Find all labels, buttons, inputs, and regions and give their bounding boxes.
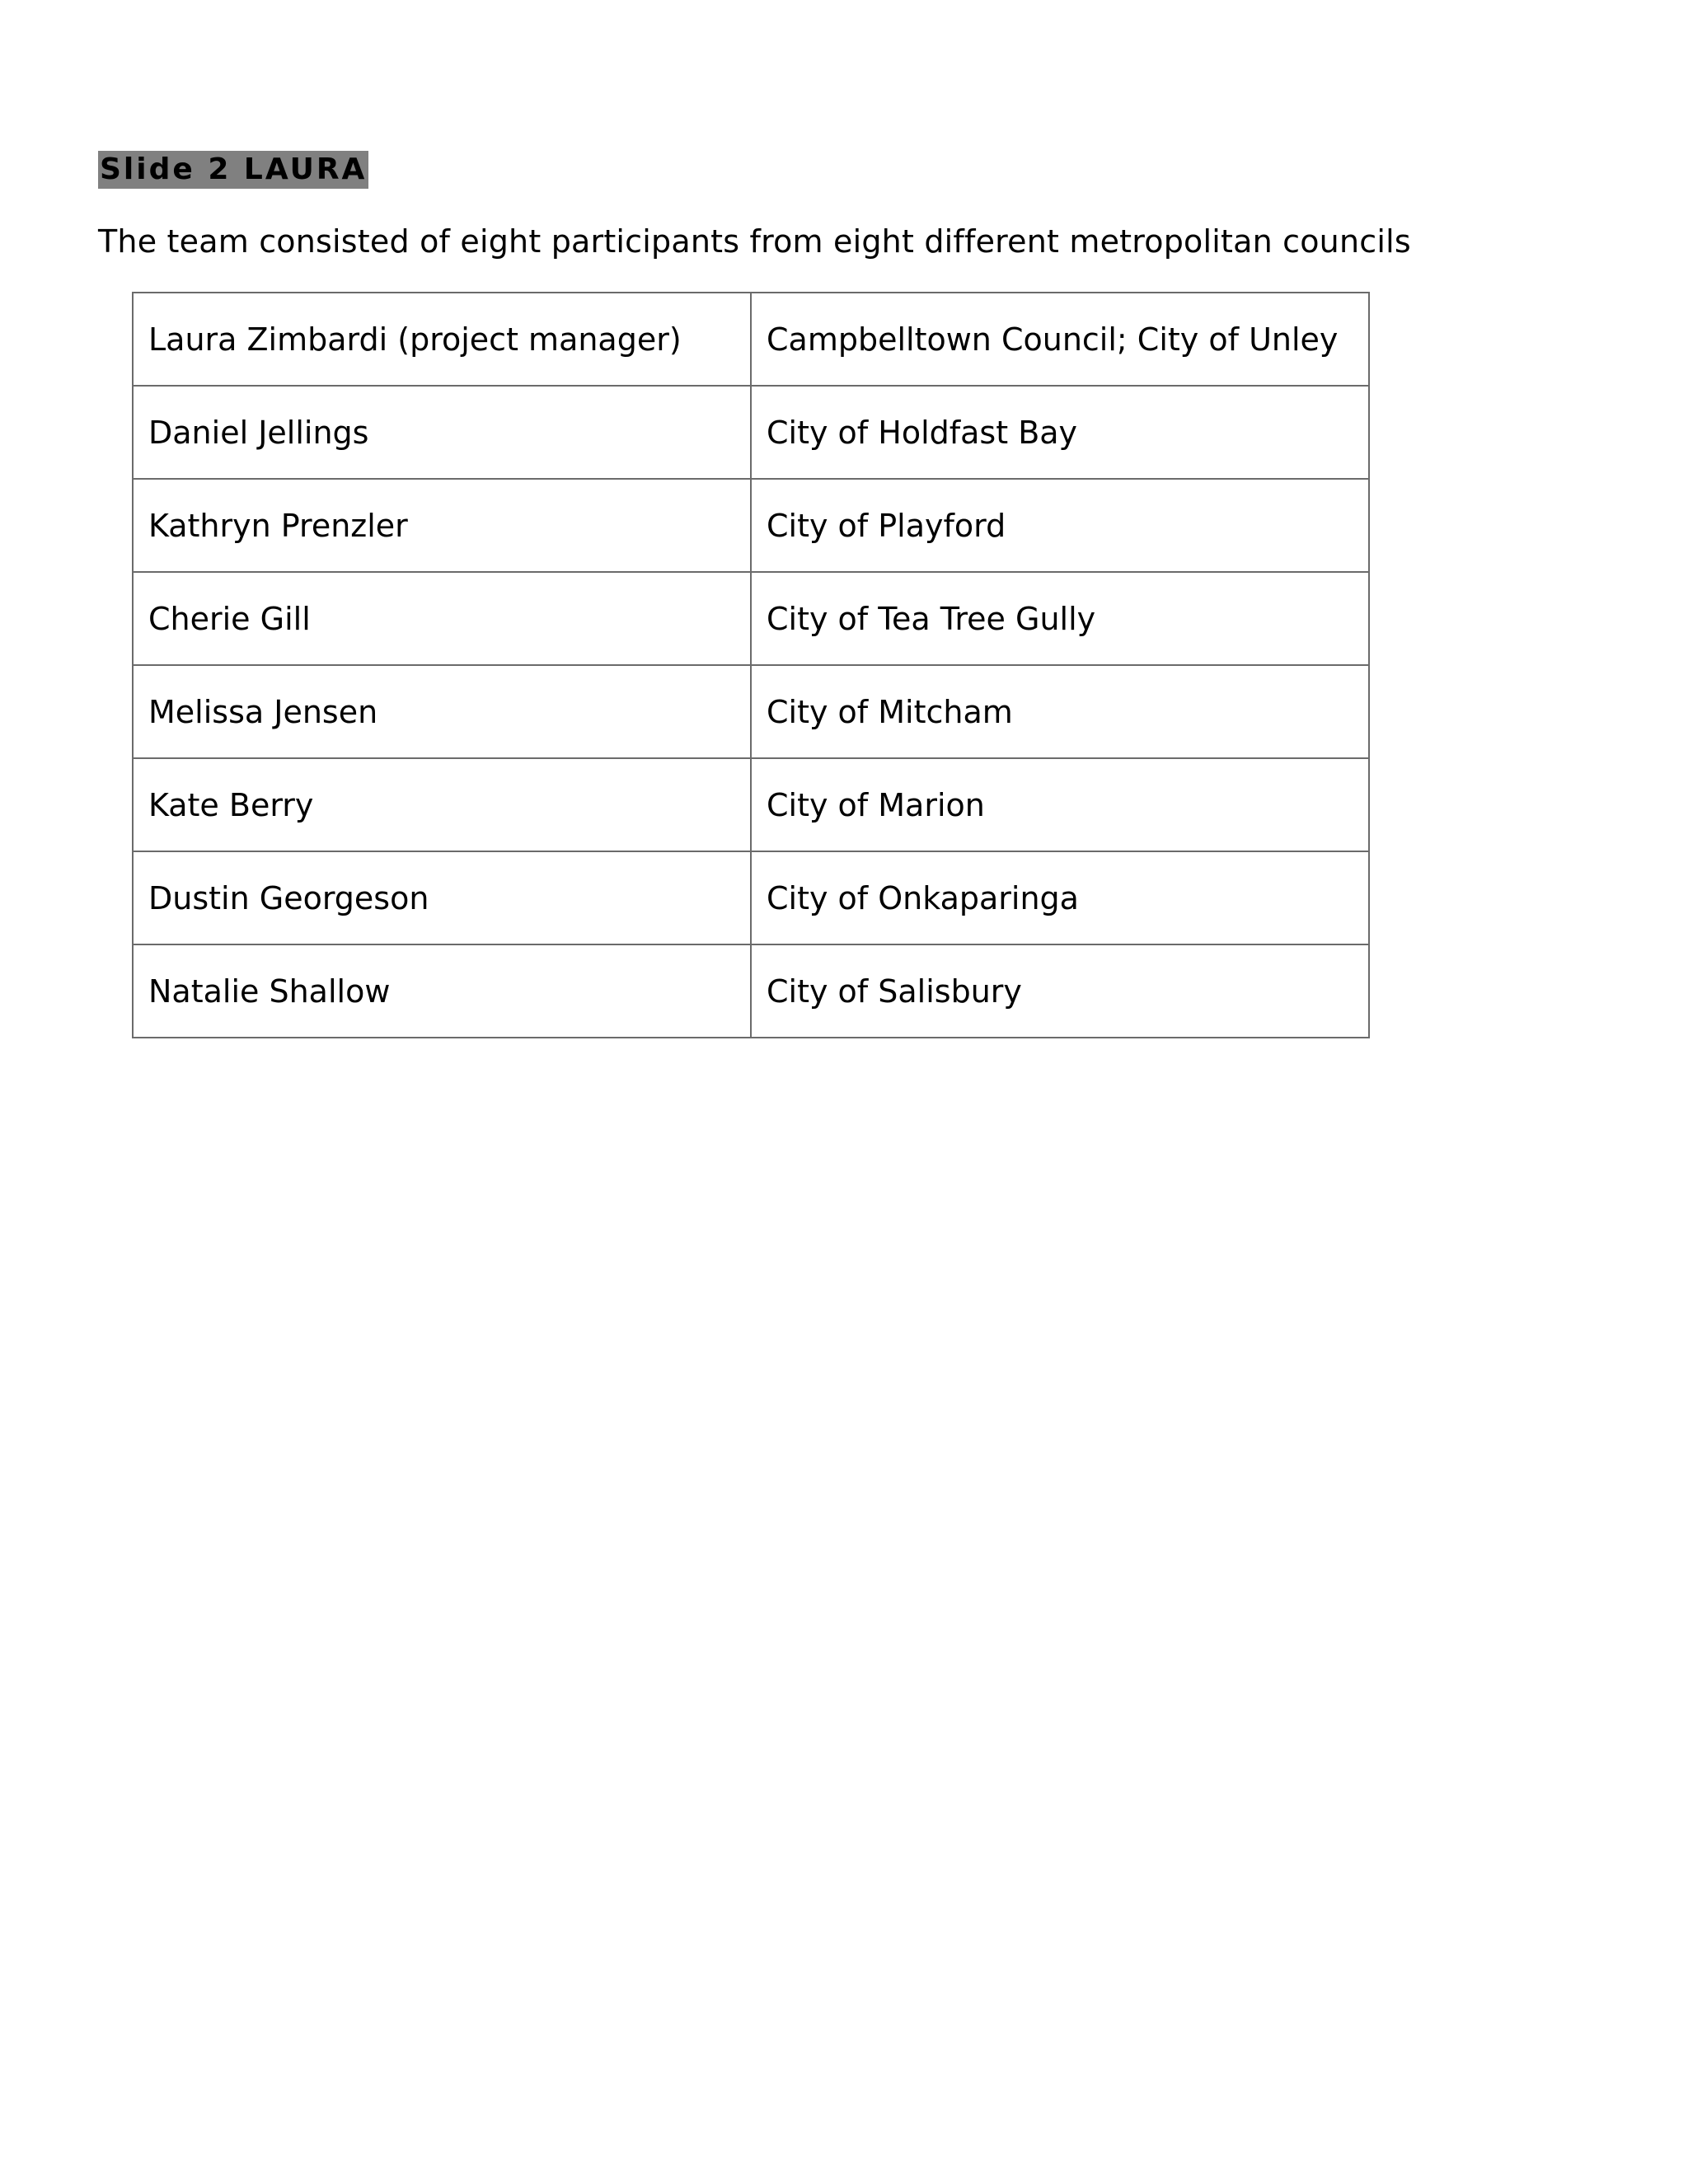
- table-row: [133, 665, 1369, 758]
- participant-council: City of Playford: [751, 479, 1369, 572]
- table-row: [133, 479, 1369, 572]
- intro-paragraph: The team consisted of eight participants from eight different metropolitan councils: [98, 223, 1411, 260]
- slide-heading: Slide 2 LAURA: [98, 151, 368, 189]
- participant-council: City of Mitcham: [751, 665, 1369, 758]
- participants-table: [132, 292, 1370, 1038]
- participant-name: Kathryn Prenzler: [133, 479, 751, 572]
- participant-council: City of Holdfast Bay: [751, 386, 1369, 479]
- table-row: [133, 851, 1369, 944]
- table-row: [133, 386, 1369, 479]
- participant-name: Cherie Gill: [133, 572, 751, 665]
- participant-council: City of Onkaparinga: [751, 851, 1369, 944]
- table-row: [133, 572, 1369, 665]
- participant-name: Laura Zimbardi (project manager): [133, 293, 751, 386]
- participant-name: Dustin Georgeson: [133, 851, 751, 944]
- table-row: [133, 944, 1369, 1038]
- participant-name: Daniel Jellings: [133, 386, 751, 479]
- participant-name: Kate Berry: [133, 758, 751, 851]
- participant-name: Melissa Jensen: [133, 665, 751, 758]
- participant-council: City of Tea Tree Gully: [751, 572, 1369, 665]
- participant-council: Campbelltown Council; City of Unley: [751, 293, 1369, 386]
- participant-council: City of Salisbury: [751, 944, 1369, 1038]
- table-row: [133, 293, 1369, 386]
- participant-name: Natalie Shallow: [133, 944, 751, 1038]
- participant-council: City of Marion: [751, 758, 1369, 851]
- table-row: [133, 758, 1369, 851]
